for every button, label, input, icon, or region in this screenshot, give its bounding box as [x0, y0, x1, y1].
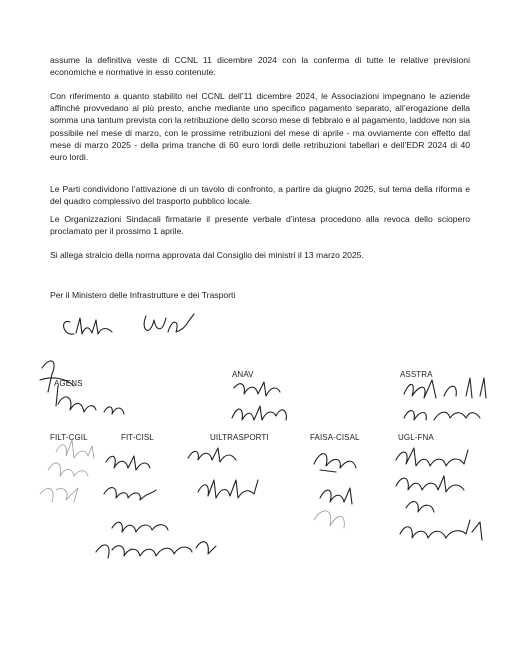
org-label-uiltrasporti: UILTRASPORTI: [210, 433, 269, 442]
org-label-faisa-cisal: FAISA-CISAL: [310, 433, 360, 442]
org-label-agens: AGENS: [54, 379, 83, 388]
paragraph-ccnl-confirmation: assume la definitiva veste di CCNL 11 dicembre 2024 con la conferma di tutte le relative previsioni economiche e normative in esso contenute.: [50, 55, 470, 78]
filt-cgil-signatures: [40, 440, 94, 502]
paragraph-comparison-table: Le Parti condividono l’attivazione di un tavolo di confronto, a partire da giugno 2025, sul tema della riforma e del quadro complessivo del trasporto pubblico locale.: [50, 184, 470, 207]
paragraph-payment-commitment: Con riferimento a quanto stabilito nel CCNL dell’11 dicembre 2024, le Associazioni impegnano le aziende affinché provvedano al più presto, anche mediante uno specifico pagamento separato, all’erogazione della somma una tantum prevista con la retribuzione dello scorso mese di febbraio e al pagamento, laddove non sia possibile nel mese di marzo, con le prossime retribuzioni del mese di aprile - ma ovviamente con effetto dal mese di marzo 2025 - della prima tranche di 60 euro lordi delle retribuzioni tabellari e dell’EDR 2024 di 40 euro lordi.: [50, 91, 470, 163]
org-label-fit-cisl: FIT-CISL: [121, 433, 154, 442]
org-label-asstra: ASSTRA: [400, 370, 433, 379]
ministry-signature: [64, 314, 194, 334]
org-label-filt-cgil: FILT-CGIL: [50, 433, 88, 442]
agens-signatures: [40, 361, 124, 414]
asstra-signatures: [404, 378, 486, 420]
ministry-signature-heading: Per il Ministero delle Infrastrutture e dei Trasporti: [50, 290, 236, 300]
org-label-anav: ANAV: [232, 370, 254, 379]
paragraph-strike-revocation: Le Organizzazioni Sindacali firmatarie il presente verbale d’intesa procedono alla revoca dello sciopero proclamato per il prossimo 1 aprile.: [50, 214, 470, 237]
anav-signatures: [232, 382, 286, 420]
uiltrasporti-signatures: [188, 448, 258, 498]
faisa-cisal-signatures: [314, 454, 356, 528]
paragraph-attachment-note: Si allega stralcio della norma approvata dal Consiglio dei ministri il 13 marzo 2025.: [50, 250, 364, 260]
ugl-fna-signatures: [396, 448, 482, 540]
org-label-ugl-fna: UGL-FNA: [398, 433, 434, 442]
fit-cisl-signatures: [96, 456, 216, 558]
